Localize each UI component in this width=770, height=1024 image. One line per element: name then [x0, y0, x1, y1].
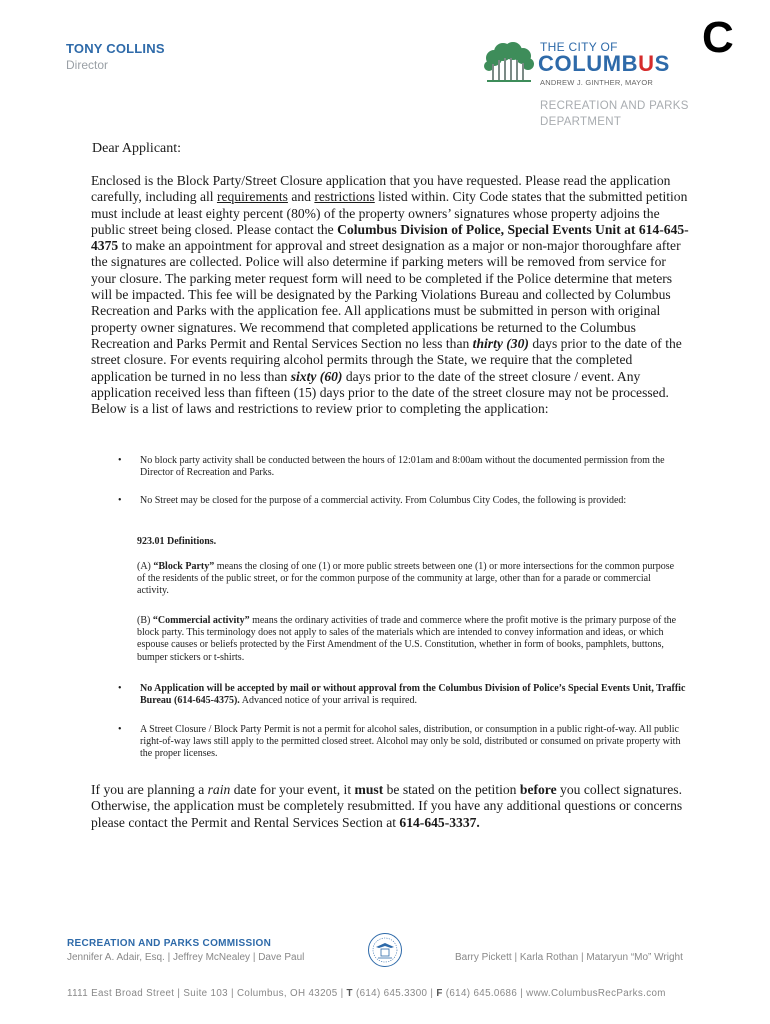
- city-of-columbus-logo: [483, 40, 683, 90]
- director-name: TONY COLLINS: [66, 41, 165, 56]
- definitions-title: 923.01 Definitions.: [137, 536, 217, 547]
- logo-accent-letter: U: [638, 51, 655, 76]
- sixty-days: sixty (60): [290, 368, 343, 384]
- permit-phone: 614-645-3337.: [399, 814, 480, 830]
- department-name-line2: DEPARTMENT: [540, 116, 622, 128]
- page-letter-marker: C: [702, 13, 734, 62]
- rule-commercial: No Street may be closed for the purpose of a commercial activity. From Columbus City Codes, the following is provided:: [140, 495, 627, 506]
- definition-text: means the closing of one (1) or more public streets between one (1) or more intersections for the common purpose of the residents of the public street, or for the common purpose of the community at large, other than for a parade or commercial activity.: [137, 561, 675, 597]
- city-seal-icon: [367, 932, 403, 968]
- commission-members-right: Barry Pickett | Karla Rothan | Mataryun “Mo” Wright: [455, 952, 683, 963]
- bullet-icon: •: [118, 724, 122, 735]
- bullet-icon: •: [118, 455, 122, 466]
- rain-text: rain: [207, 782, 231, 797]
- police-contact: Columbus Division of Police, Special Events Unit at 614-645-4375: [91, 221, 689, 254]
- must-text: must: [354, 782, 384, 797]
- department-name-line1: RECREATION AND PARKS: [540, 100, 689, 112]
- fax-and-website: (614) 645.0686 | www.ColumbusRecParks.com: [442, 988, 666, 999]
- thirty-days: thirty (30): [472, 335, 529, 351]
- definition-block-party: [137, 561, 682, 598]
- intro-text: to make an appointment for approval and street designation as a major or non-major thoroughfare after the signatures are collected. Police will also determine if parking meters will be removed from service for your closure. The parking meter request form will need to be completed if the Police determine that meters will be impacted. This fee will be designated by the Parking Violations Bureau and collected by Columbus Recreation and Parks with the application fee. All applications must be submitted in person with original property owner signatures. We recommend that completed applications be returned to the Columbus Recreation and Parks Permit and Rental Services Section no less than: [91, 238, 681, 351]
- closing-text: If you are planning a: [91, 782, 208, 797]
- telephone-label: T: [346, 988, 353, 999]
- footer-address: [67, 988, 707, 999]
- definition-term: “Block Party”: [153, 561, 215, 572]
- tree-logo-icon: [483, 42, 535, 86]
- logo-mayor-line: ANDREW J. GINTHER, MAYOR: [540, 78, 653, 87]
- bullet-icon: •: [118, 683, 122, 694]
- definition-commercial-activity: [137, 615, 682, 664]
- logo-city-name: COLUMBUS: [538, 51, 670, 76]
- closing-text: you collect signatures. Otherwise, the application must be completely resubmitted. If you have any additional questions or concerns please contact the Permit and Rental Services Section at: [91, 782, 683, 830]
- commission-title: RECREATION AND PARKS COMMISSION: [67, 938, 272, 949]
- telephone-number: (614) 645.3300 |: [352, 988, 437, 999]
- restrictions-text: restrictions: [314, 189, 375, 205]
- closing-text: be stated on the petition: [383, 782, 520, 797]
- definition-term: “Commercial activity”: [152, 615, 250, 626]
- rule-no-mail-bold: No Application will be accepted by mail or without approval from the Columbus Division of Police’s Special Events Unit, Traffic Bureau (614-645-4375).: [140, 683, 686, 707]
- intro-text: days prior to the date of the street closure / event. Any application received less than fifteen (15) days prior to the date of the street closure may not be processed. Below is a list of laws and restrictions to review prior to completing the application:: [91, 368, 669, 417]
- bullet-icon: •: [118, 495, 122, 506]
- intro-text: listed within. City Code states that the submitted petition must include at least eighty percent (80%) of the property owners’ signatures whose property adjoins the public street being closed. Please contact the: [91, 189, 688, 237]
- intro-text: and: [287, 189, 315, 205]
- closing-paragraph: [91, 782, 691, 831]
- logo-city-line: THE CITY OF: [540, 40, 618, 54]
- commission-members-left: Jennifer A. Adair, Esq. | Jeffrey McNealey | Dave Paul: [67, 952, 305, 963]
- rule-hours: No block party activity shall be conducted between the hours of 12:01am and 8:00am without the documented permission from the Director of Recreation and Parks.: [140, 455, 665, 479]
- intro-paragraph: [91, 173, 691, 417]
- rule-alcohol: A Street Closure / Block Party Permit is not a permit for alcohol sales, distribution, or consumption in a public right-of-way. All public right-of-way laws still apply to the permitted closed street. Alcohol may only be sold, distributed or consumed on private property with the proper licenses.: [140, 724, 681, 760]
- salutation: Dear Applicant:: [92, 141, 182, 156]
- definition-prefix: (A): [137, 561, 154, 572]
- street-address: 1111 East Broad Street | Suite 103 | Columbus, OH 43205 |: [67, 988, 347, 999]
- definition-text: means the ordinary activities of trade and commerce where the profit motive is the primary purpose of the block party. This terminology does not apply to sales of the materials which are intended to convey information and ideas, or which espouse causes or beliefs protected by the First Amendment of the U.S. Constitution, whether in form of books, pamphlets, buttons, bumper stickers or t-shirts.: [137, 615, 677, 663]
- rule-no-mail: [140, 683, 690, 707]
- definition-prefix: (B): [137, 615, 153, 626]
- intro-text: Enclosed is the Block Party/Street Closure application that you have requested. Please read the application carefully, including all: [91, 173, 671, 205]
- rule-no-mail-text: Advanced notice of your arrival is required.: [239, 695, 417, 707]
- before-text: before: [519, 782, 557, 797]
- fax-label: F: [436, 988, 443, 999]
- closing-text: date for your event, it: [230, 782, 355, 797]
- requirements-text: requirements: [216, 189, 288, 205]
- intro-text: days prior to the date of the street closure. For events requiring alcohol permits through the State, we require that the completed application be turned in no less than: [91, 335, 682, 384]
- director-title: Director: [66, 58, 109, 72]
